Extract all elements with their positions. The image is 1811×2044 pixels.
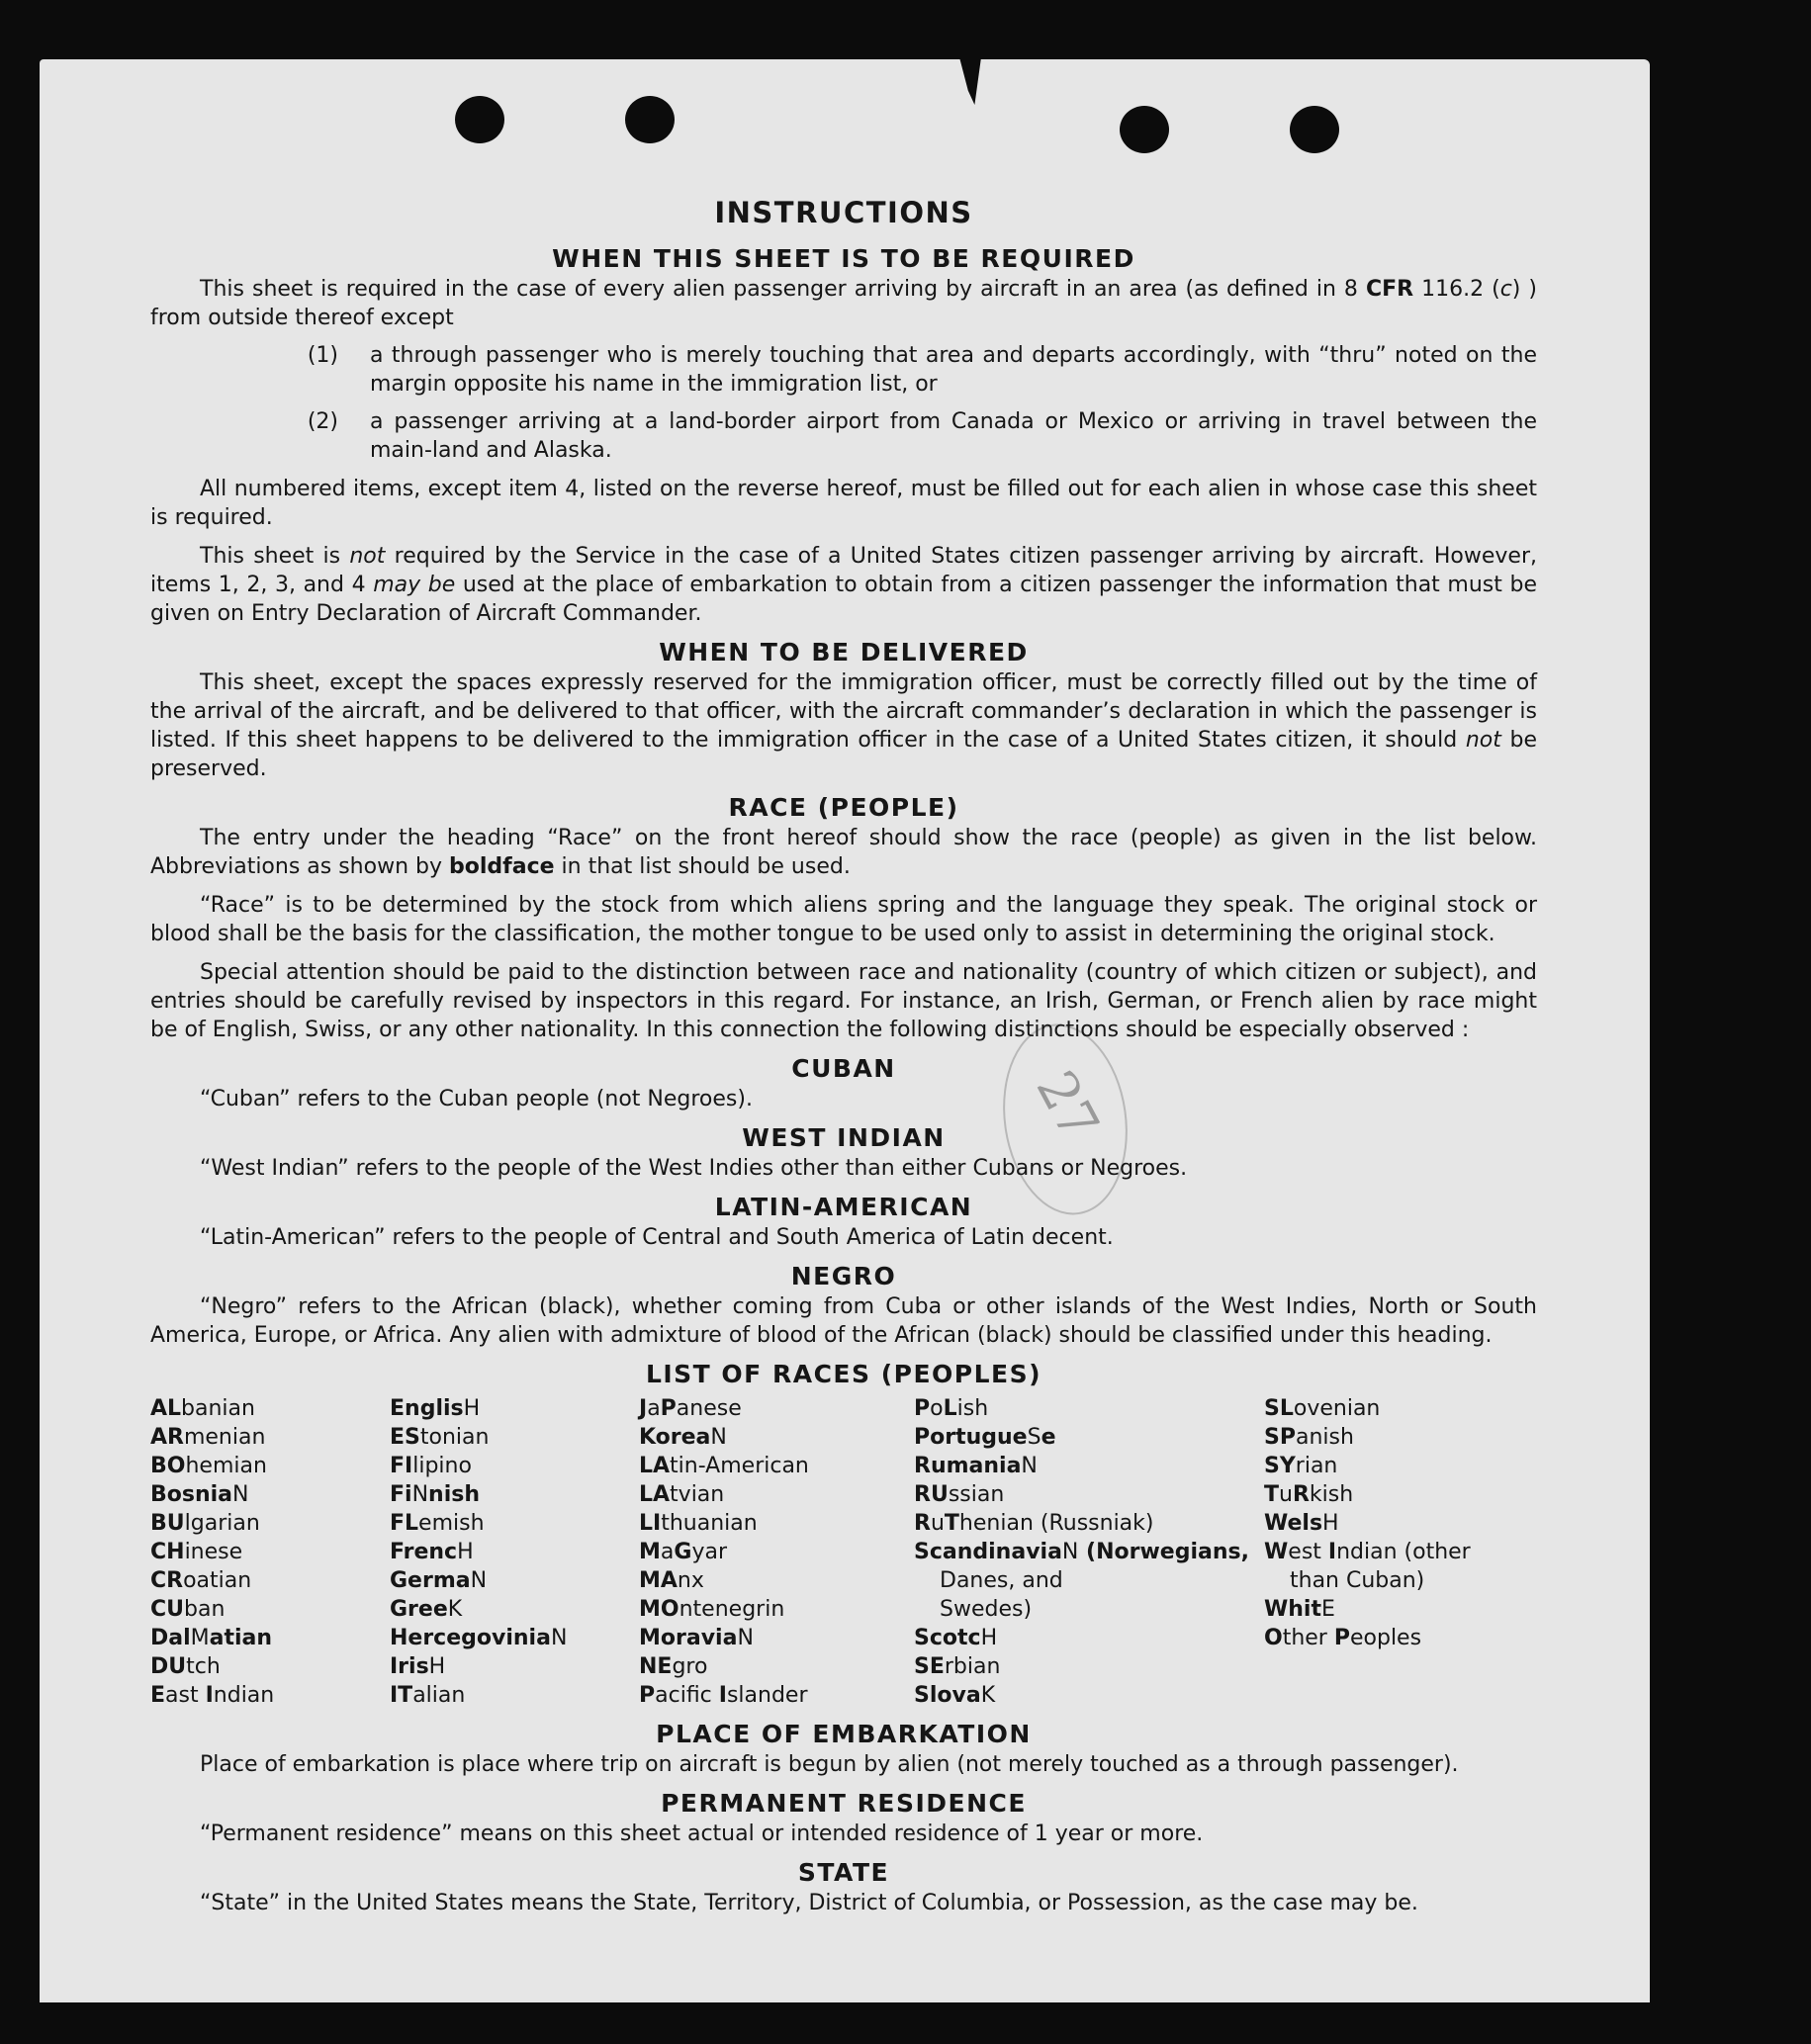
race-entry: FrencH: [390, 1540, 474, 1564]
definition-residence: “Permanent residence” means on this sheet actual or intended residence of 1 year or more.: [200, 1822, 1204, 1846]
race-entry: WelsH: [1264, 1511, 1339, 1536]
race-entry: than Cuban): [1290, 1568, 1425, 1593]
race-entry: IrisH: [390, 1654, 446, 1679]
race-entry: BOhemian: [150, 1454, 267, 1478]
race-entry: CHinese: [150, 1540, 243, 1564]
heading-embarkation: PLACE OF EMBARKATION: [656, 1720, 1032, 1748]
race-entry: MAnx: [639, 1568, 704, 1593]
heading-residence: PERMANENT RESIDENCE: [661, 1789, 1027, 1818]
punch-hole: [1290, 106, 1339, 153]
paragraph-race-stock: “Race” is to be determined by the stock from which aliens spring and the language they speak. The original stock or blood shall be the basis for the classification, the mother tongue to be used only to assist in determining the original stock.: [150, 893, 1537, 946]
race-entry: LAtvian: [639, 1482, 725, 1507]
race-column: [639, 1394, 914, 1710]
paragraph-delivered: This sheet, except the spaces expressly reserved for the immigration officer, must be correctly filled out by the time of the arrival of the aircraft, and be delivered to that officer, with the aircraft commander’s declaration in which the passenger is listed. If this sheet happens to be delivered to the immigration officer in the case of a United States citizen, it should not be preserved.: [150, 670, 1537, 781]
punch-hole: [1120, 106, 1169, 153]
race-entry: SYrian: [1264, 1454, 1338, 1478]
race-entry: HercegoviniaN: [390, 1626, 568, 1650]
race-entry: ALbanian: [150, 1396, 255, 1421]
race-entry: Other Peoples: [1264, 1626, 1422, 1650]
race-entry: ScandinaviaN (Norwegians,: [914, 1540, 1249, 1564]
race-entry: GermaN: [390, 1568, 488, 1593]
stamp-number: 27: [1024, 1060, 1112, 1151]
race-entry: Danes, and: [940, 1568, 1063, 1593]
heading-cuban: CUBAN: [791, 1054, 896, 1083]
race-entry: JaPanese: [639, 1396, 742, 1421]
race-entry: Swedes): [940, 1597, 1033, 1622]
race-entry: FiNnish: [390, 1482, 481, 1507]
page-title: INSTRUCTIONS: [714, 196, 973, 229]
race-entry: RumaniaN: [914, 1454, 1038, 1478]
heading-delivered: WHEN TO BE DELIVERED: [659, 638, 1029, 667]
heading-state: STATE: [797, 1858, 890, 1887]
race-entry: ScotcH: [914, 1626, 998, 1650]
definition-state: “State” in the United States means the State, Territory, District of Columbia, or Possession, as the case may be.: [200, 1891, 1418, 1915]
race-entry: MoraviaN: [639, 1626, 754, 1650]
paper-tear: [959, 59, 981, 105]
race-entry: GreeK: [390, 1597, 463, 1622]
race-entry: FLemish: [390, 1511, 485, 1536]
heading-race: RACE (PEOPLE): [728, 793, 959, 822]
heading-negro: NEGRO: [790, 1262, 897, 1290]
race-entry: KoreaN: [639, 1425, 727, 1450]
heading-list-of-races: LIST OF RACES (PEOPLES): [645, 1360, 1042, 1388]
race-entry: Pacific Islander: [639, 1683, 808, 1708]
race-list: [150, 1394, 1537, 1710]
race-entry: West Indian (other: [1264, 1540, 1471, 1564]
race-entry: LAtin-American: [639, 1454, 809, 1478]
paragraph-race-nationality: Special attention should be paid to the distinction between race and nationality (country of which citizen or subject), and entries should be carefully revised by inspectors in this regard. For instance, an Irish, German, or French alien by race might be of English, Swiss, or any other nationality. In this connection the following distinctions should be especially observed :: [150, 960, 1537, 1042]
race-entry: NEgro: [639, 1654, 708, 1679]
definition-west-indian: “West Indian” refers to the people of the West Indies other than either Cubans or Negroes.: [200, 1156, 1188, 1181]
race-column: [150, 1394, 390, 1710]
heading-latin-american: LATIN-AMERICAN: [714, 1193, 973, 1221]
document-page: [40, 59, 1650, 2002]
race-entry: PoLish: [914, 1396, 989, 1421]
heading-west-indian: WEST INDIAN: [742, 1123, 946, 1152]
race-entry: WhitE: [1264, 1597, 1335, 1622]
race-entry: BosniaN: [150, 1482, 249, 1507]
race-entry: ARmenian: [150, 1425, 266, 1450]
race-entry: EStonian: [390, 1425, 490, 1450]
instructions-text: [150, 193, 1537, 1917]
paragraph-numbered-items: All numbered items, except item 4, listed on the reverse hereof, must be filled out for each alien in whose case this sheet is required.: [150, 477, 1537, 530]
race-entry: FIlipino: [390, 1454, 472, 1478]
paragraph-race-entry: The entry under the heading “Race” on the front hereof should show the race (people) as given in the list below. Abbreviations as shown by boldface in that list should be used.: [150, 826, 1537, 879]
exception-item: (2) a passenger arriving at a land-border airport from Canada or Mexico or arriving in travel between the main-land and Alaska.: [307, 409, 1537, 463]
race-entry: RuThenian (Russniak): [914, 1511, 1154, 1536]
race-entry: East Indian: [150, 1683, 275, 1708]
race-entry: MOntenegrin: [639, 1597, 785, 1622]
race-entry: MaGyar: [639, 1540, 727, 1564]
punch-hole: [455, 96, 504, 143]
race-entry: PortugueSe: [914, 1425, 1056, 1450]
race-entry: LIthuanian: [639, 1511, 758, 1536]
race-entry: BUlgarian: [150, 1511, 260, 1536]
punch-hole: [625, 96, 675, 143]
race-entry: CRoatian: [150, 1568, 252, 1593]
race-entry: TuRkish: [1264, 1482, 1354, 1507]
definition-embarkation: Place of embarkation is place where trip on aircraft is begun by alien (not merely touched as a through passenger).: [200, 1752, 1459, 1777]
race-entry: SLovenian: [1264, 1396, 1381, 1421]
paragraph-required-intro: This sheet is required in the case of every alien passenger arriving by aircraft in an area (as defined in 8 CFR 116.2 (c) ) from outside thereof except: [150, 277, 1537, 330]
race-entry: SPanish: [1264, 1425, 1354, 1450]
heading-required: WHEN THIS SHEET IS TO BE REQUIRED: [552, 244, 1135, 273]
definition-cuban: “Cuban” refers to the Cuban people (not Negroes).: [200, 1087, 753, 1111]
race-entry: EnglisH: [390, 1396, 481, 1421]
race-column: [390, 1394, 639, 1710]
race-entry: DalMatian: [150, 1626, 273, 1650]
race-entry: ITalian: [390, 1683, 466, 1708]
race-column: [914, 1394, 1264, 1710]
race-column: [1264, 1394, 1537, 1710]
definition-latin-american: “Latin-American” refers to the people of Central and South America of Latin decent.: [200, 1225, 1114, 1250]
exception-item: (1) a through passenger who is merely touching that area and departs accordingly, with “thru” noted on the margin opposite his name in the immigration list, or: [307, 343, 1537, 397]
definition-negro: “Negro” refers to the African (black), whether coming from Cuba or other islands of the West Indies, North or South America, Europe, or Africa. Any alien with admixture of blood of the African (black) should be classified under this heading.: [150, 1294, 1537, 1348]
race-entry: SErbian: [914, 1654, 1001, 1679]
race-entry: SlovaK: [914, 1683, 996, 1708]
race-entry: DUtch: [150, 1654, 221, 1679]
paragraph-citizen: This sheet is not required by the Service in the case of a United States citizen passenger arriving by aircraft. However, items 1, 2, 3, and 4 may be used at the place of embarkation to obtain from a citizen passenger the information that must be given on Entry Declaration of Aircraft Commander.: [150, 544, 1537, 626]
race-entry: RUssian: [914, 1482, 1005, 1507]
race-entry: CUban: [150, 1597, 226, 1622]
